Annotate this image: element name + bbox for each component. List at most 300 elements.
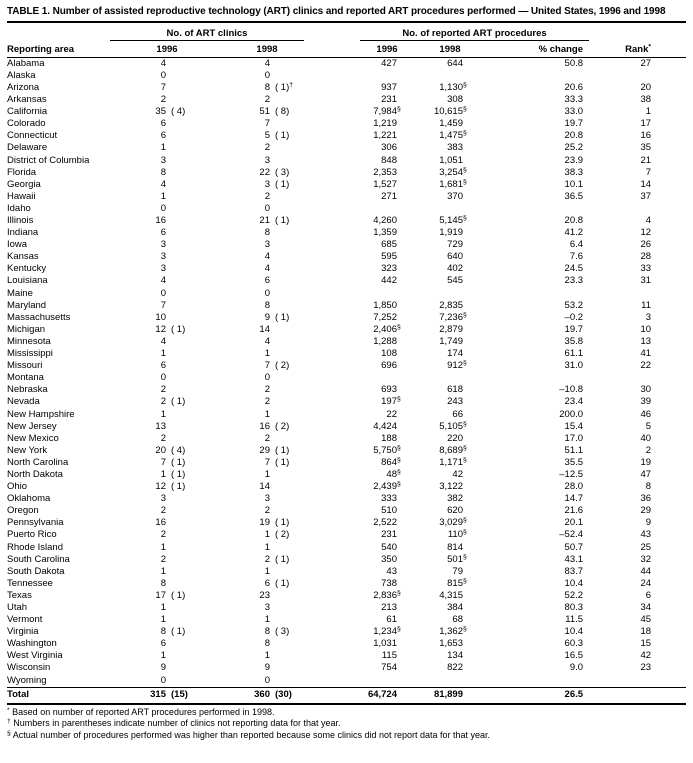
cell-clinics-1996: 8 [160, 166, 166, 178]
cell-clinics-1998-note [270, 385, 304, 397]
cell-clinics-1996-note [166, 566, 200, 578]
cell-filler [657, 578, 686, 590]
cell-clinics-1998-note: ( 2) [275, 529, 290, 541]
cell-procedures-1998: 402 [447, 263, 463, 275]
cell-clinics-1998: 3 [264, 493, 270, 505]
cell-reporting-area: Georgia [7, 178, 41, 190]
cell-clinics-1996-note [166, 191, 200, 203]
col-group-procedures-label: No. of reported ART procedures [360, 28, 589, 41]
cell-clinics-1998: 7 [264, 360, 270, 372]
cell-pct-change: 15.4 [564, 420, 584, 432]
cell-clinics-1996: 2 [160, 505, 166, 517]
footnote [7, 707, 686, 719]
cell-clinics-1996-note [166, 505, 200, 517]
cell-procedures-1996: 323 [381, 263, 397, 275]
table-row [7, 663, 686, 675]
cell-reporting-area: Kentucky [7, 263, 47, 275]
footnote-symbol: § [7, 729, 11, 737]
cell-procedures-1998: 1,919 [439, 227, 463, 239]
cell-clinics-1998-note: ( 1) [275, 311, 290, 323]
cell-clinics-1996-note [166, 179, 200, 191]
cell-clinics-1996: 8 [160, 577, 166, 589]
cell-reporting-area: California [7, 106, 48, 118]
column-header-row [7, 41, 686, 58]
cell-reporting-area: Indiana [7, 227, 39, 239]
table-row [7, 94, 686, 106]
cell-rank: 38 [640, 94, 652, 106]
cell-procedures-1996: 115 [381, 650, 397, 662]
cell-clinics-1998-note: ( 1)† [275, 81, 294, 93]
cell-clinics-1996-note [166, 131, 200, 143]
table-row [7, 493, 686, 505]
cell-pct-change: 80.3 [564, 602, 584, 614]
cell-pct-change: 10.4 [564, 577, 584, 589]
cell-procedures-1998: 1,130§ [439, 81, 467, 93]
cell-pct-change: 14.7 [564, 493, 584, 505]
table-row [7, 409, 686, 421]
cell-clinics-1996-note [166, 518, 200, 530]
cell-filler [657, 215, 686, 227]
cell-filler [657, 530, 686, 542]
cell-pct-change: 10.1 [564, 178, 584, 190]
cell-reporting-area: Oregon [7, 505, 39, 517]
cell-clinics-1996: 3 [160, 493, 166, 505]
cell-clinics-1996-note: ( 4) [171, 444, 186, 456]
cell-clinics-1996: 6 [160, 118, 166, 130]
cell-clinics-1998: 2 [264, 553, 270, 565]
cell-filler [657, 360, 686, 372]
col-header-procedures-1998: 1998 [403, 41, 469, 58]
cell-clinics-1998-note: ( 1) [275, 130, 290, 142]
cell-procedures-1998: 174 [447, 348, 463, 360]
cell-clinics-1998: 2 [264, 432, 270, 444]
cell-filler [657, 493, 686, 505]
cell-clinics-1996-note [166, 118, 200, 130]
cell-clinics-1996: 0 [160, 69, 166, 81]
cell-filler [657, 675, 686, 688]
cell-procedures-1996: 2,836§ [373, 589, 401, 601]
table-row [7, 385, 686, 397]
cell-procedures-1998: 545 [447, 275, 463, 287]
table-row [7, 360, 686, 372]
cell-filler [657, 300, 686, 312]
cell-clinics-1996-note: ( 1) [171, 323, 186, 335]
cell-filler [657, 106, 686, 118]
table-row [7, 421, 686, 433]
table-row [7, 276, 686, 288]
cell-procedures-1996: 350 [381, 553, 397, 565]
table-row [7, 445, 686, 457]
cell-clinics-1998: 2 [264, 94, 270, 106]
cell-clinics-1996: 4 [160, 335, 166, 347]
cell-clinics-1998: 4 [264, 335, 270, 347]
cell-clinics-1996-note [166, 578, 200, 590]
cell-procedures-1998 [403, 70, 469, 82]
cell-clinics-1996: 315 [110, 687, 166, 704]
cell-procedures-1996: 22 [386, 408, 397, 420]
cell-rank: 2 [645, 444, 652, 456]
table-row [7, 566, 686, 578]
cell-procedures-1996: 754 [381, 662, 397, 674]
cell-clinics-1996: 3 [160, 154, 166, 166]
cell-clinics-1996: 13 [155, 420, 166, 432]
cell-clinics-1998: 1 [264, 614, 270, 626]
table-row [7, 264, 686, 276]
cell-rank: 46 [640, 408, 652, 420]
cell-procedures-1996: 7,984§ [373, 105, 401, 118]
cell-pct-change [469, 675, 589, 688]
cell-clinics-1998-note [270, 336, 304, 348]
cell-reporting-area: Ohio [7, 481, 28, 493]
cell-procedures-1996: 48§ [386, 468, 401, 480]
cell-clinics-1996: 7 [160, 81, 166, 93]
cell-clinics-1998: 1 [264, 565, 270, 577]
cell-reporting-area: Delaware [7, 142, 48, 154]
cell-clinics-1996-note [166, 433, 200, 445]
cell-rank: 17 [640, 118, 652, 130]
cell-clinics-1998: 1 [264, 529, 270, 541]
cell-clinics-1998-note: ( 2) [275, 420, 290, 432]
cell-rank: 19 [640, 456, 652, 468]
cell-clinics-1998-note [270, 409, 304, 421]
cell-rank: 26 [640, 239, 652, 251]
col-header-filler [657, 41, 686, 58]
table-row [7, 505, 686, 517]
cell-pct-change: 20.1 [564, 517, 584, 529]
cell-reporting-area: Wisconsin [7, 662, 51, 674]
cell-clinics-1998-note [270, 227, 304, 239]
cell-clinics-1996: 7 [160, 456, 166, 468]
cell-clinics-1996-note [166, 94, 200, 106]
cell-clinics-1998: 1 [264, 541, 270, 553]
cell-clinics-1996-note [166, 203, 200, 215]
cell-rank: 5 [645, 420, 652, 432]
cell-clinics-1998: 4 [264, 251, 270, 263]
cell-reporting-area: Florida [7, 166, 37, 178]
cell-pct-change: 60.3 [564, 638, 584, 650]
table-row [7, 639, 686, 651]
cell-clinics-1996: 6 [160, 130, 166, 142]
cell-rank: 36 [640, 493, 652, 505]
cell-procedures-1996: 427 [381, 57, 397, 69]
cell-clinics-1996-note [166, 675, 200, 688]
table-row [7, 651, 686, 663]
table-row [7, 82, 686, 94]
cell-reporting-area: Montana [7, 372, 44, 384]
cell-clinics-1996: 2 [160, 553, 166, 565]
table-row [7, 554, 686, 566]
cell-clinics-1998: 23 [259, 589, 270, 601]
cell-reporting-area: South Carolina [7, 553, 70, 565]
cell-clinics-1996: 4 [160, 178, 166, 190]
cell-clinics-1996-note [166, 530, 200, 542]
table-row [7, 336, 686, 348]
cell-reporting-area: Alaska [7, 69, 36, 81]
cell-clinics-1998: 2 [264, 384, 270, 396]
cell-clinics-1998-note [270, 264, 304, 276]
cell-procedures-1996: 333 [381, 493, 397, 505]
cell-procedures-1998: 5,145§ [439, 214, 467, 227]
cell-procedures-1996: 43 [386, 565, 397, 577]
cell-filler [657, 276, 686, 288]
cell-clinics-1998: 7 [264, 456, 270, 468]
cell-clinics-1998-note: ( 1) [275, 215, 290, 227]
cell-clinics-1996: 1 [160, 541, 166, 553]
cell-reporting-area: Utah [7, 602, 28, 614]
cell-rank: 34 [640, 602, 652, 614]
cell-pct-change: 23.3 [564, 275, 584, 287]
table-row [7, 324, 686, 336]
footnote [7, 718, 686, 730]
cell-clinics-1998: 2 [264, 396, 270, 408]
cell-rank [589, 372, 657, 384]
cell-clinics-1996-note [166, 385, 200, 397]
table-row [7, 457, 686, 469]
cell-procedures-1998: 370 [447, 190, 463, 202]
cell-pct-change: 20.8 [564, 215, 584, 227]
cell-clinics-1996-note [166, 360, 200, 372]
cell-reporting-area: North Carolina [7, 456, 69, 468]
table-row [7, 155, 686, 167]
cell-pct-change: 28.0 [564, 481, 584, 493]
cell-clinics-1996: 3 [160, 251, 166, 263]
cell-procedures-1998: 1,475§ [439, 129, 467, 142]
cell-reporting-area: North Dakota [7, 468, 63, 480]
cell-rank: 8 [645, 481, 652, 493]
cell-rank: 21 [640, 154, 652, 166]
cell-clinics-1996: 1 [160, 408, 166, 420]
cell-rank: 23 [640, 662, 652, 674]
cell-clinics-1996-note: (15) [166, 687, 200, 704]
cell-clinics-1996: 0 [160, 287, 166, 299]
cell-reporting-area: New York [7, 444, 48, 456]
cell-rank [589, 203, 657, 215]
cell-clinics-1996-note: ( 1) [171, 481, 186, 493]
cell-pct-change: 36.5 [564, 190, 584, 202]
cell-pct-change [469, 288, 589, 300]
cell-clinics-1996-note: ( 1) [171, 589, 186, 601]
cell-filler [657, 421, 686, 433]
cell-pct-change: 24.5 [564, 263, 584, 275]
cell-clinics-1998-note: ( 3) [275, 626, 290, 638]
cell-reporting-area: New Hampshire [7, 408, 75, 420]
table-row [7, 433, 686, 445]
cell-clinics-1998: 3 [264, 154, 270, 166]
cell-clinics-1996-note [166, 288, 200, 300]
cell-clinics-1998: 21 [259, 215, 270, 227]
table-row [7, 179, 686, 191]
cell-clinics-1998: 51 [259, 106, 270, 118]
cell-rank: 24 [640, 577, 652, 589]
cell-filler [657, 70, 686, 82]
total-row [7, 687, 686, 704]
cell-procedures-1998: 1,749 [439, 335, 463, 347]
cell-clinics-1998: 8 [264, 81, 270, 93]
table-row [7, 203, 686, 215]
cell-clinics-1998-note [270, 191, 304, 203]
cell-filler [657, 167, 686, 179]
cell-pct-change: 61.1 [564, 348, 584, 360]
cell-clinics-1998: 6 [264, 577, 270, 589]
cell-clinics-1998-note [270, 118, 304, 130]
footnote [7, 730, 686, 742]
cell-rank: 9 [645, 517, 652, 529]
cell-clinics-1998-note: (30) [270, 687, 304, 704]
cell-filler [657, 324, 686, 336]
cell-reporting-area: Nevada [7, 396, 40, 408]
cell-procedures-1998: 3,122 [439, 481, 463, 493]
cell-clinics-1996: 6 [160, 227, 166, 239]
cell-pct-change: 23.4 [564, 396, 584, 408]
col-header-clinics-1998: 1998 [200, 41, 304, 58]
cell-pct-change: 43.1 [564, 553, 584, 565]
cell-rank: 14 [640, 178, 652, 190]
cell-procedures-1998: 2,879 [439, 323, 463, 335]
cell-rank: 32 [640, 553, 652, 565]
cell-reporting-area: Nebraska [7, 384, 48, 396]
cell-reporting-area: Arizona [7, 81, 40, 93]
cell-procedures-1998: 814 [447, 541, 463, 553]
cell-clinics-1996-note [166, 336, 200, 348]
cell-reporting-area: Idaho [7, 202, 31, 214]
cell-procedures-1998: 382 [447, 493, 463, 505]
cell-clinics-1996: 1 [160, 348, 166, 360]
cell-procedures-1996 [304, 70, 403, 82]
cell-filler [657, 252, 686, 264]
cell-pct-change: –0.2 [564, 311, 584, 323]
cell-filler [657, 639, 686, 651]
table-row [7, 530, 686, 542]
cell-procedures-1996: 693 [381, 384, 397, 396]
cell-procedures-1998: 501§ [447, 553, 467, 565]
cell-procedures-1998: 66 [452, 408, 463, 420]
cell-filler [657, 94, 686, 106]
cell-pct-change: 19.7 [564, 323, 584, 335]
cell-clinics-1998-note: ( 1) [275, 456, 290, 468]
cell-clinics-1998-note [270, 602, 304, 614]
cell-filler [657, 433, 686, 445]
cell-clinics-1996-note: ( 1) [171, 396, 186, 408]
cell-rank [589, 288, 657, 300]
table-row [7, 469, 686, 481]
cell-procedures-1998 [403, 675, 469, 688]
cell-clinics-1996: 6 [160, 360, 166, 372]
cell-pct-change: 33.3 [564, 94, 584, 106]
table-row [7, 481, 686, 493]
cell-rank [589, 675, 657, 688]
cell-rank [589, 687, 657, 704]
cell-rank: 7 [645, 166, 652, 178]
rank-asterisk: * [648, 43, 652, 51]
table-row [7, 518, 686, 530]
cell-clinics-1998-note [270, 566, 304, 578]
cell-filler [657, 614, 686, 626]
cell-clinics-1996: 20 [155, 444, 166, 456]
cell-procedures-1996: 738 [381, 577, 397, 589]
cell-procedures-1998: 3,029§ [439, 516, 467, 529]
cell-clinics-1998: 0 [264, 202, 270, 214]
cell-clinics-1996: 2 [160, 396, 166, 408]
cell-procedures-1996: 271 [381, 190, 397, 202]
cell-rank: 15 [640, 638, 652, 650]
cell-clinics-1996-note [166, 554, 200, 566]
cell-clinics-1998: 0 [264, 287, 270, 299]
cell-pct-change: 41.2 [564, 227, 584, 239]
table-row [7, 348, 686, 360]
cell-procedures-1996: 61 [386, 614, 397, 626]
cell-procedures-1996: 2,406§ [373, 323, 401, 335]
cell-clinics-1996-note [166, 167, 200, 179]
cell-pct-change: 35.5 [564, 456, 584, 468]
cell-clinics-1996: 8 [160, 626, 166, 638]
cell-procedures-1996: 1,219 [373, 118, 397, 130]
cell-pct-change: –12.5 [559, 468, 584, 480]
cell-clinics-1998-note: ( 8) [275, 106, 290, 118]
cell-procedures-1996: 197§ [381, 395, 401, 408]
footnote-symbol: * [7, 706, 10, 714]
cell-clinics-1998-note: ( 1) [275, 178, 290, 190]
cell-rank: 1 [645, 106, 652, 118]
cell-procedures-1998: 1,171§ [439, 456, 467, 468]
cell-clinics-1998-note: ( 1) [275, 444, 290, 456]
group-header-spacer [7, 23, 110, 41]
cell-clinics-1996-note [166, 215, 200, 227]
cell-pct-change: 21.6 [564, 505, 584, 517]
cell-clinics-1998-note [270, 372, 304, 384]
table-row [7, 191, 686, 203]
cell-reporting-area: Louisiana [7, 275, 48, 287]
cell-procedures-1998: 1,459 [439, 118, 463, 130]
cell-clinics-1996-note [166, 312, 200, 324]
cell-reporting-area: Washington [7, 638, 57, 650]
cell-procedures-1996: 5,750§ [373, 444, 401, 456]
table-row [7, 626, 686, 638]
cell-clinics-1996-note [166, 82, 200, 94]
cell-procedures-1996 [304, 372, 403, 384]
cell-clinics-1998-note: ( 1) [275, 553, 290, 565]
cell-clinics-1996-note [166, 264, 200, 276]
cell-reporting-area: Total [7, 687, 110, 704]
cell-procedures-1998: 2,835 [439, 299, 463, 311]
table-row [7, 578, 686, 590]
cell-clinics-1998: 3 [264, 178, 270, 190]
table-row [7, 252, 686, 264]
cell-reporting-area: Connecticut [7, 130, 58, 142]
cell-procedures-1996 [304, 203, 403, 215]
cell-clinics-1998-note: ( 3) [275, 166, 290, 178]
cell-procedures-1996: 1,221 [373, 130, 397, 142]
cell-filler [657, 505, 686, 517]
cell-pct-change: 50.7 [564, 541, 584, 553]
table-row [7, 215, 686, 227]
cell-procedures-1998: 729 [447, 239, 463, 251]
cell-filler [657, 348, 686, 360]
cell-pct-change: 35.8 [564, 335, 584, 347]
cell-clinics-1998-note [270, 481, 304, 493]
cell-pct-change: 10.4 [564, 626, 584, 638]
cell-pct-change: 20.6 [564, 81, 584, 93]
cell-clinics-1996: 0 [160, 202, 166, 214]
cell-reporting-area: Colorado [7, 118, 46, 130]
cell-clinics-1998: 3 [264, 239, 270, 251]
cell-clinics-1996: 1 [160, 650, 166, 662]
cell-procedures-1998: 383 [447, 142, 463, 154]
cell-clinics-1998-note [270, 155, 304, 167]
cell-procedures-1998: 4,315 [439, 589, 463, 601]
col-header-procedures-1996: 1996 [304, 41, 403, 58]
cell-clinics-1996-note [166, 70, 200, 82]
cell-filler [657, 227, 686, 239]
